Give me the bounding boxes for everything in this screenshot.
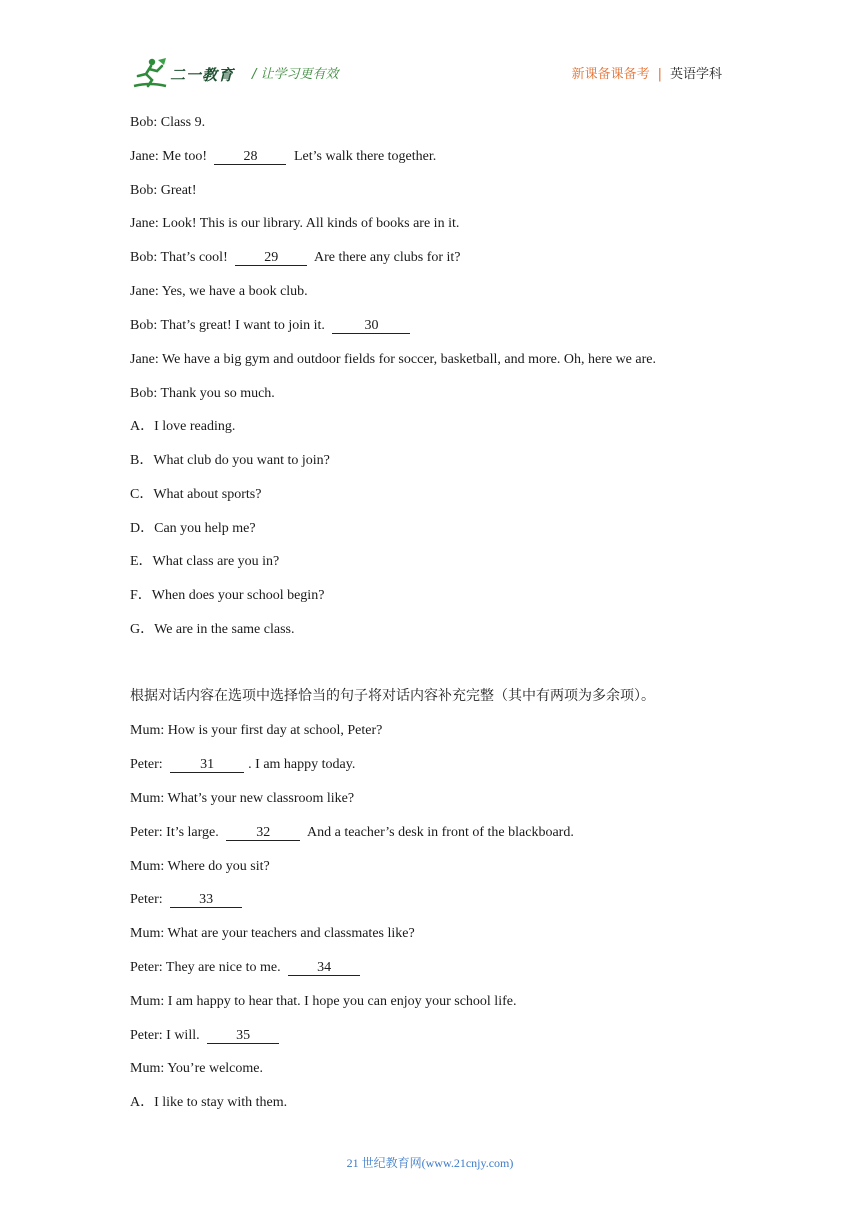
page-header <box>130 56 730 92</box>
answer-blank: 35 <box>207 1028 279 1044</box>
text-line: Bob: Class 9. <box>130 115 206 130</box>
text-line: Mum: I am happy to hear that. I hope you can enjoy your school life. <box>130 994 517 1009</box>
dialogue-line-with-blank <box>130 148 436 166</box>
answer-blank: 31 <box>170 757 244 773</box>
text-line: B．What club do you want to join? <box>130 453 330 468</box>
answer-blank: 28 <box>214 149 286 165</box>
line-text-after: Let’s walk there together. <box>290 149 437 164</box>
text-line: G．We are in the same class. <box>130 622 295 637</box>
text-line: Jane: We have a big gym and outdoor fields for soccer, basketball, and more. Oh, here we are. <box>130 352 656 367</box>
line-text-before: Peter: I will. <box>130 1028 204 1043</box>
header-subject: 英语学科 <box>669 67 722 82</box>
text-line: Mum: How is your first day at school, Peter? <box>130 723 383 738</box>
text-line: C．What about sports? <box>130 487 262 502</box>
text-line: Mum: What are your teachers and classmates like? <box>130 926 415 941</box>
header-separator: | <box>657 67 662 82</box>
line-text-after: Are there any clubs for it? <box>311 250 461 265</box>
line-text-before: Peter: <box>130 892 167 907</box>
line-text-before: Bob: That’s great! I want to join it. <box>130 318 329 333</box>
text-line: Mum: What’s your new classroom like? <box>130 791 355 806</box>
text-line: 根据对话内容在选项中选择恰当的句子将对话内容补充完整（其中有两项为多余项）。 <box>130 689 655 704</box>
logo-text: 二一教育 <box>170 66 235 84</box>
line-text-before: Peter: It’s large. <box>130 825 223 840</box>
answer-blank: 29 <box>235 250 307 266</box>
line-text-before: Peter: They are nice to me. <box>130 960 285 975</box>
text-line: Jane: Look! This is our library. All kinds of books are in it. <box>130 216 460 231</box>
text-line: Jane: Yes, we have a book club. <box>130 284 308 299</box>
header-right-label: 新课备课备考 <box>571 67 650 82</box>
line-text-before: Jane: Me too! <box>130 149 211 164</box>
text-line: Bob: Thank you so much. <box>130 386 275 401</box>
text-line: A．I love reading. <box>130 419 236 434</box>
answer-blank: 32 <box>226 825 300 841</box>
text-line: Mum: You’re welcome. <box>130 1061 263 1076</box>
answer-blank: 30 <box>332 318 410 334</box>
text-line: Mum: Where do you sit? <box>130 859 270 874</box>
text-line: A．I like to stay with them. <box>130 1095 288 1110</box>
dialogue-line-with-blank <box>130 959 364 977</box>
header-slogan: / 让学习更有效 <box>252 67 339 82</box>
line-text-after: . I am happy today. <box>248 757 356 772</box>
line-text-before: Bob: That’s cool! <box>130 250 232 265</box>
dialogue-line-with-blank <box>130 756 355 774</box>
dialogue-line-with-blank <box>130 317 414 335</box>
dialogue-line-with-blank <box>130 1027 283 1045</box>
text-line: Bob: Great! <box>130 183 197 198</box>
dialogue-line-with-blank <box>130 891 246 909</box>
answer-blank: 33 <box>170 892 242 908</box>
dialogue-line-with-blank <box>130 249 461 267</box>
text-line: F．When does your school begin? <box>130 588 325 603</box>
line-text-after: And a teacher’s desk in front of the blackboard. <box>304 825 574 840</box>
page-footer: 21 世纪教育网(www.21cnjy.com) <box>346 1156 514 1170</box>
text-line: D．Can you help me? <box>130 521 256 536</box>
answer-blank: 34 <box>288 960 360 976</box>
text-line: E．What class are you in? <box>130 554 280 569</box>
dialogue-line-with-blank <box>130 824 574 842</box>
line-text-before: Peter: <box>130 757 167 772</box>
header-right <box>572 63 722 82</box>
